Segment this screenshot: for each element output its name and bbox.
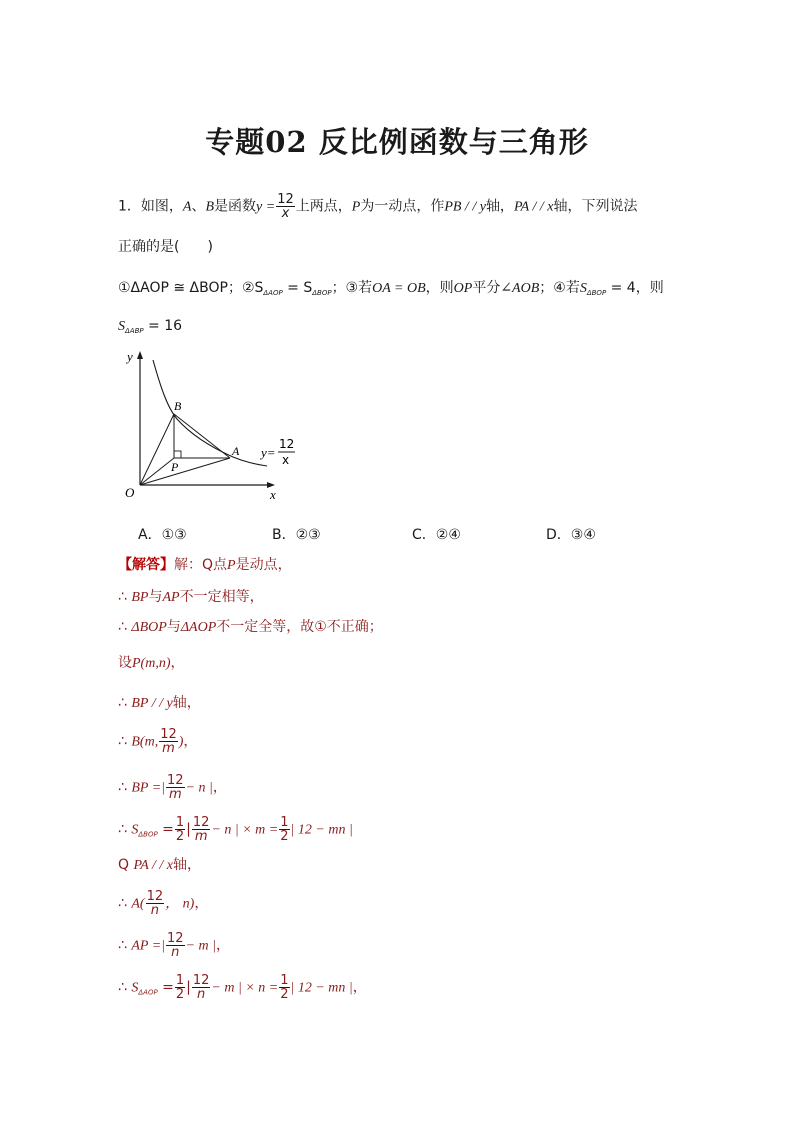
solution-line-8: ∴ $S_{\Delta BOP}$ = $\frac{1}{2}$ | $\frac{12}{m}$ − n | × m = $\frac{1}{2}$ | 12 − mn | xyxy=(118,815,353,844)
y-axis-arrow xyxy=(137,351,143,359)
label-A: A xyxy=(232,444,240,458)
option-c: C．②④ xyxy=(412,527,461,543)
solution-line-7: ∴ BP =| $\frac{12}{m}$ − n |， xyxy=(118,773,227,802)
function-label-y: y= xyxy=(261,445,276,460)
function-label-den: x xyxy=(282,453,290,467)
geometry-figure xyxy=(115,345,315,505)
solution-line-1: 【解答】解：Q点P是动点， xyxy=(118,557,292,573)
segment-OA xyxy=(140,458,230,485)
label-y: y xyxy=(127,349,133,364)
question-statement-tail: $S_{\Delta ABP} = 16$ xyxy=(118,318,183,335)
solution-line-5: ∴ BP / / y轴， xyxy=(118,695,201,711)
label-O: O xyxy=(125,485,135,500)
solution-line-2: ∴ BP与AP不一定相等， xyxy=(118,589,264,605)
option-b: B．②③ xyxy=(272,527,321,543)
right-angle-mark xyxy=(174,451,181,458)
label-x: x xyxy=(270,487,276,502)
hyperbola-curve xyxy=(153,360,267,466)
fraction-12-over-x: $\frac{12}{x}$ xyxy=(277,192,294,221)
option-a: A．①③ xyxy=(138,527,187,543)
question-line-2: 正确的是( ) xyxy=(118,239,213,255)
solution-line-12: ∴ $S_{\Delta AOP}$ = $\frac{1}{2}$ | $\frac{12}{n}$ − m | × n = $\frac{1}{2}$ | 12 − mn |， xyxy=(118,973,367,1002)
solution-line-6: ∴ B(m, $\frac{12}{m}$ )， xyxy=(118,727,198,756)
solution-line-4: 设P(m,n)， xyxy=(118,655,185,671)
solution-line-3: ∴ ΔBOP与ΔAOP不一定全等，故①不正确； xyxy=(118,619,383,635)
solution-line-9: Q PA / / x轴， xyxy=(118,857,202,873)
page-title: 专题02 反比例函数与三角形 xyxy=(205,125,589,159)
solution-line-11: ∴ AP =| $\frac{12}{n}$ − m |， xyxy=(118,931,230,960)
solution-line-10: ∴ A( $\frac{12}{n}$ ， n)， xyxy=(118,889,209,918)
function-label-num: 12 xyxy=(279,437,295,451)
label-B: B xyxy=(174,399,182,413)
segment-OP xyxy=(140,458,174,485)
segment-OB xyxy=(140,414,174,485)
solution-tag: 【解答】 xyxy=(118,557,174,573)
question-statements: ①ΔAOP ≅ ΔBOP；$②S_{\Delta AOP} = S_{\Delta BOP}$；③若OA = OB，则OP平分∠AOB；④若$S_{\Delta BOP} = 4$，则 xyxy=(118,280,664,297)
label-P: P xyxy=(171,460,179,474)
segment-AB xyxy=(174,414,230,458)
option-d: D．③④ xyxy=(546,527,596,543)
question-line-1: 1．如图，A、B是函数y = $\frac{12}{x}$ 上两点，P为一动点，作PB / / y轴，PA / / x轴，下列说法 xyxy=(118,192,638,221)
